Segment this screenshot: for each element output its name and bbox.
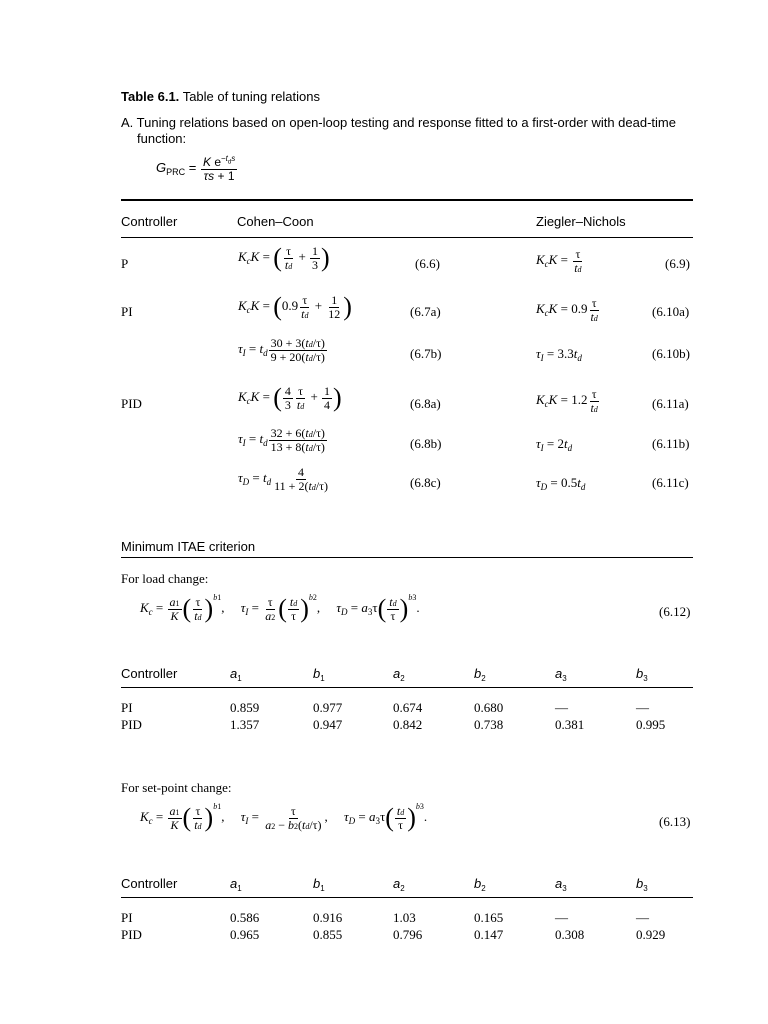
load-cell-b2: 0.738 xyxy=(474,717,504,732)
eq-6-9: (6.9) xyxy=(665,256,690,271)
eq-6-7b: (6.7b) xyxy=(410,346,442,361)
table-number: Table 6.1. xyxy=(121,89,180,104)
sp-table-rule xyxy=(121,897,693,898)
load-th-a1: $a_1$ xyxy=(230,666,242,683)
load-cell-a2: 0.842 xyxy=(393,717,423,732)
zn-pid-td: $\tau_D = 0.5t_d$ xyxy=(536,475,586,492)
load-table-rule xyxy=(121,687,693,688)
zn-p-kc: $K_cK$ = $\frac{\tau}{td}$ xyxy=(536,247,582,275)
eq-6-12: (6.12) xyxy=(659,604,691,619)
sp-cell-b2: 0.147 xyxy=(474,927,504,942)
eq-6-8a: (6.8a) xyxy=(410,396,441,411)
zn-pi-ti: $\tau_I = 3.3t_d$ xyxy=(536,346,582,363)
cc-pid-ti: $\tau_I = t_d$ $\frac{32 + 6(td/\tau)}{13 + 8(td/\tau)}$ xyxy=(238,426,325,454)
load-th-b2: $b_2$ xyxy=(474,666,486,683)
cc-pid-td: $\tau_D = t_d$ $\frac{4}{11 + 2(td/\tau)}$ xyxy=(238,465,328,493)
col-ziegler-nichols-header: Ziegler–Nichols xyxy=(536,214,626,229)
load-th-b3: $b_3$ xyxy=(636,666,648,683)
sp-th-b3: $b_3$ xyxy=(636,876,648,893)
sp-cell-b3: — xyxy=(636,910,649,925)
zn-pid-ti-value: 2 xyxy=(557,436,564,451)
sp-cell-b1: 0.855 xyxy=(313,927,343,942)
sp-cell-a1: 0.965 xyxy=(230,927,260,942)
load-th-a2: $a_2$ xyxy=(393,666,405,683)
load-formula: $K_c$ = $\frac{a1}{K}$ ( $\frac{\tau}{td}$ )$^{b1}$, $\tau_I$ = $\frac{\tau}{a2}$ ( $\frac{td}{\tau}$ )$^{b2}$, $\tau_D = a_3\tau$( $\frac{td}{\tau}$ )$^{b3}$. xyxy=(140,593,420,624)
zn-pi-ti-value: 3.3 xyxy=(557,346,574,361)
load-cell-b3: 0.995 xyxy=(636,717,666,732)
sp-cell-a3: — xyxy=(555,910,568,925)
load-cell-b3: — xyxy=(636,700,649,715)
section-a-line1: A. Tuning relations based on open-loop testing and response fitted to a first-order with dead-time xyxy=(121,115,676,130)
eq-6-8c: (6.8c) xyxy=(410,475,441,490)
sp-th-b2: $b_2$ xyxy=(474,876,486,893)
controller-p: P xyxy=(121,256,129,271)
itae-heading: Minimum ITAE criterion xyxy=(121,539,256,554)
load-cell-b1: 0.977 xyxy=(313,700,343,715)
controller-pid: PID xyxy=(121,396,142,411)
zn-pi-kc-value: 0.9 xyxy=(571,301,588,317)
eq-6-6: (6.6) xyxy=(415,256,440,271)
sp-cell-a3: 0.308 xyxy=(555,927,585,942)
eq-6-11c: (6.11c) xyxy=(652,475,689,490)
load-cell-a3: — xyxy=(555,700,568,715)
zn-pi-kc: $K_cK = 0.9$ $\frac{\tau}{td}$ xyxy=(536,296,598,324)
load-th-b1: $b_1$ xyxy=(313,666,325,683)
sp-cell-controller: PID xyxy=(121,927,142,942)
setpoint-heading: For set-point change: xyxy=(121,780,232,795)
load-cell-a3: 0.381 xyxy=(555,717,585,732)
load-th-a3: $a_3$ xyxy=(555,666,567,683)
eq-6-10a: (6.10a) xyxy=(652,304,690,319)
cc-pid-kc: $K_cK$ = ( $\frac{4}{3}$ $\frac{\tau}{td}$ + $\frac{1}{4}$ ) xyxy=(238,383,342,413)
load-cell-a1: 1.357 xyxy=(230,717,260,732)
setpoint-formula: $K_c$ = $\frac{a1}{K}$ ( $\frac{\tau}{td}$ )$^{b1}$, $\tau_I$ = $\frac{\tau}{a2 - b2(td/\tau)}$ , $\tau_D = a_3\tau$( $\frac{td}{\tau}$ )$^{b3}$. xyxy=(140,802,428,833)
sp-cell-a1: 0.586 xyxy=(230,910,260,925)
load-cell-controller: PID xyxy=(121,717,142,732)
load-cell-a2: 0.674 xyxy=(393,700,423,715)
sp-cell-a2: 0.796 xyxy=(393,927,423,942)
sp-cell-a2: 1.03 xyxy=(393,910,416,925)
col-controller-header: Controller xyxy=(121,214,178,229)
table-title xyxy=(121,89,320,104)
eq-6-13: (6.13) xyxy=(659,814,691,829)
sp-th-a2: $a_2$ xyxy=(393,876,405,893)
sp-cell-b2: 0.165 xyxy=(474,910,504,925)
gprc-formula: $G_{PRC}$ = $\frac{K e^{-t_ds}}{\tau s + 1}$ xyxy=(156,154,236,183)
load-cell-b1: 0.947 xyxy=(313,717,343,732)
table-caption: Table of tuning relations xyxy=(182,89,320,104)
cc-pi-ti: $\tau_I = t_d$ $\frac{30 + 3(td/\tau)}{9 + 20(td/\tau)}$ xyxy=(238,336,325,364)
zn-pid-td-value: 0.5 xyxy=(561,475,578,490)
sp-th-a1: $a_1$ xyxy=(230,876,242,893)
eq-6-10b: (6.10b) xyxy=(652,346,690,361)
section-a-line2: function: xyxy=(137,131,187,146)
eq-6-8b: (6.8b) xyxy=(410,436,442,451)
load-cell-controller: PI xyxy=(121,700,133,715)
cc-p-kc: $K_cK$ = ( $\frac{\tau}{td}$ + $\frac{1}{3}$ ) xyxy=(238,243,330,273)
zn-pid-kc-value: 1.2 xyxy=(571,392,588,408)
load-cell-b2: 0.680 xyxy=(474,700,504,715)
itae-rule xyxy=(121,557,693,558)
zn-pid-ti: $\tau_I = 2t_d$ xyxy=(536,436,573,453)
load-cell-a1: 0.859 xyxy=(230,700,260,715)
eq-6-11a: (6.11a) xyxy=(652,396,689,411)
sp-th-a3: $a_3$ xyxy=(555,876,567,893)
load-th-controller: Controller xyxy=(121,666,178,681)
sp-cell-b1: 0.916 xyxy=(313,910,343,925)
zn-pid-kc: $K_cK = 1.2$ $\frac{\tau}{td}$ xyxy=(536,387,598,415)
eq-6-7a: (6.7a) xyxy=(410,304,441,319)
sp-th-controller: Controller xyxy=(121,876,178,891)
sp-cell-controller: PI xyxy=(121,910,133,925)
sp-cell-b3: 0.929 xyxy=(636,927,666,942)
sp-th-b1: $b_1$ xyxy=(313,876,325,893)
top-rule xyxy=(121,199,693,201)
header-rule xyxy=(121,237,693,238)
load-heading: For load change: xyxy=(121,571,209,586)
cc-pi-kc: $K_cK = (0.9$ $\frac{\tau}{td}$ + $\frac{1}{12}$ ) xyxy=(238,292,352,322)
eq-6-11b: (6.11b) xyxy=(652,436,690,451)
controller-pi: PI xyxy=(121,304,133,319)
col-cohen-coon-header: Cohen–Coon xyxy=(237,214,314,229)
